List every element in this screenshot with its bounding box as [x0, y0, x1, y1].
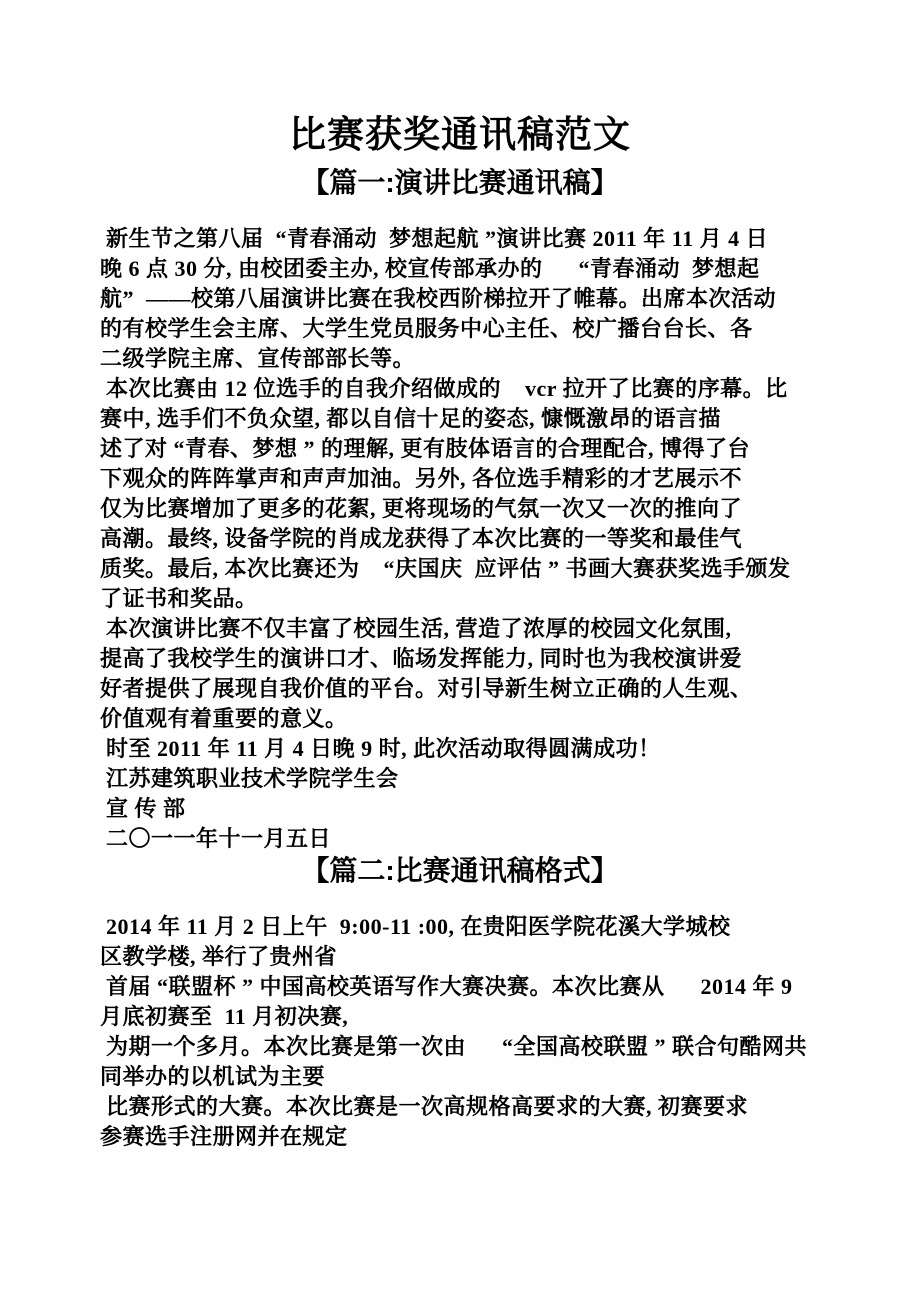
- text-line: 质奖。最后, 本次比赛还为 “庆国庆 应评估 ” 书画大赛获奖选手颁发: [100, 556, 791, 581]
- text-line: 区教学楼, 举行了贵州省: [100, 944, 338, 969]
- text-line: 高潮。最终, 设备学院的肖成龙获得了本次比赛的一等奖和最佳气: [100, 526, 743, 551]
- text-line: 航” ——校第八届演讲比赛在我校西阶梯拉开了帷幕。出席本次活动: [100, 286, 777, 311]
- text-line: 二〇一一年十一月五日: [100, 826, 332, 851]
- text-line: 提高了我校学生的演讲口才、临场发挥能力, 同时也为我校演讲爱: [100, 646, 743, 671]
- text-line: 为期一个多月。本次比赛是第一次由 “全国高校联盟 ” 联合句酷网共: [100, 1034, 808, 1059]
- text-line: 仅为比赛增加了更多的花絮, 更将现场的气氛一次又一次的推向了: [100, 496, 743, 521]
- text-line: 新生节之第八届 “青春涌动 梦想起航 ”演讲比赛 2011 年 11 月 4 日: [100, 226, 769, 251]
- text-line: 参赛选手注册网并在规定: [100, 1124, 348, 1149]
- text-line: 比赛形式的大赛。本次比赛是一次高规格高要求的大赛, 初赛要求: [100, 1094, 749, 1119]
- text-line: 月底初赛至 11 月初决赛,: [100, 1004, 349, 1029]
- text-line: 首届 “联盟杯 ” 中国高校英语写作大赛决赛。本次比赛从 2014 年 9: [100, 974, 793, 999]
- text-line: 宣 传 部: [100, 796, 186, 821]
- text-line: 的有校学生会主席、大学生党员服务中心主任、校广播台台长、各: [100, 316, 753, 341]
- text-line: 下观众的阵阵掌声和声声加油。另外, 各位选手精彩的才艺展示不: [100, 466, 743, 491]
- text-line: 时至 2011 年 11 月 4 日晚 9 时, 此次活动取得圆满成功！: [100, 736, 661, 761]
- text-line: 述了对 “青春、梦想 ” 的理解, 更有肢体语言的合理配合, 博得了台: [100, 436, 751, 461]
- text-line: 二级学院主席、宣传部部长等。: [100, 346, 416, 371]
- text-line: 好者提供了展现自我价值的平台。对引导新生树立正确的人生观、: [100, 676, 753, 701]
- text-line: 价值观有着重要的意义。: [100, 706, 348, 731]
- document-title: 比赛获奖通讯稿范文: [289, 114, 631, 155]
- text-line: 同举办的以机试为主要: [100, 1064, 326, 1089]
- section-2-body: [100, 912, 820, 1152]
- text-line: 了证书和奖品。: [100, 586, 258, 611]
- text-line: 本次比赛由 12 位选手的自我介绍做成的 vcr 拉开了比赛的序幕。比: [100, 376, 788, 401]
- text-line: 江苏建筑职业技术学院学生会: [100, 766, 399, 791]
- section-2-heading: 【篇二:比赛通讯稿格式】: [301, 855, 619, 886]
- section-1-body: [100, 224, 820, 854]
- text-line: 本次演讲比赛不仅丰富了校园生活, 营造了浓厚的校园文化氛围,: [100, 616, 732, 641]
- text-line: 赛中, 选手们不负众望, 都以自信十足的姿态, 慷慨激昂的语言描: [100, 406, 722, 431]
- section-1-heading: 【篇一:演讲比赛通讯稿】: [301, 167, 619, 198]
- text-line: 2014 年 11 月 2 日上午 9:00-11 :00, 在贵阳医学院花溪大学城校: [100, 914, 731, 939]
- text-line: 晚 6 点 30 分, 由校团委主办, 校宣传部承办的 “青春涌动 梦想起: [100, 256, 760, 281]
